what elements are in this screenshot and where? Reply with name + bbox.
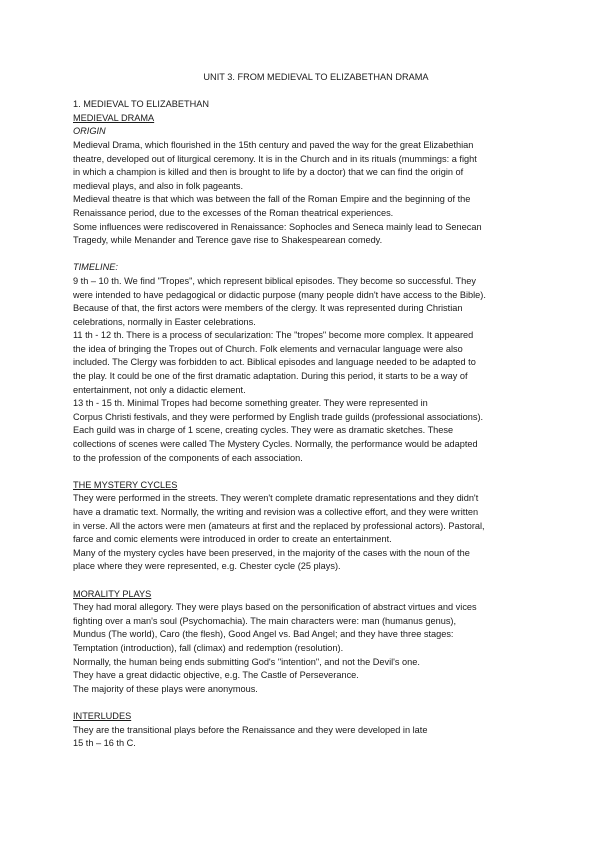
text-line: 9 th – 10 th. We find "Tropes", which represent biblical episodes. They become so successful. They	[73, 275, 476, 286]
block-heading: THE MYSTERY CYCLES	[73, 479, 178, 490]
text-line: Medieval Drama, which flourished in the 15th century and paved the way for the great Elizabethian	[73, 139, 474, 150]
text-line: Tragedy, while Menander and Terence gave rise to Shakespearean comedy.	[73, 235, 383, 246]
document-page	[73, 71, 543, 751]
text-line: They were performed in the streets. They weren't complete dramatic representations and they didn't	[73, 493, 479, 504]
block-heading: TIMELINE:	[73, 262, 118, 273]
document-title: UNIT 3. FROM MEDIEVAL TO ELIZABETHAN DRAMA	[203, 72, 429, 82]
text-line: Many of the mystery cycles have been preserved, in the majority of the cases with the noun of the	[73, 547, 470, 558]
text-line: Renaissance period, due to the excesses of the Roman theatrical experiences.	[73, 207, 394, 218]
text-line: They have a great didactic objective, e.g. The Castle of Perseverance.	[73, 670, 359, 681]
text-line: included. The Clergy was forbidden to act. Biblical episodes and language needed to be adapted to	[73, 357, 476, 368]
text-line: Mundus (The world), Caro (the flesh), Good Angel vs. Bad Angel; and they have three stages:	[73, 629, 454, 640]
block-heading: INTERLUDES	[73, 710, 132, 721]
section-origin	[73, 125, 543, 247]
text-line: They are the transitional plays before the Renaissance and they were developed in late	[73, 724, 428, 735]
text-line: Each guild was in charge of 1 scene, creating cycles. They were as dramatic sketches. These	[73, 425, 454, 436]
text-line: the play. It could be one of the first dramatic adaptation. During this period, it starts to be a way of	[73, 371, 468, 382]
text-line: They had moral allegory. They were plays based on the personification of abstract virtues and vices	[73, 602, 477, 613]
block-heading: ORIGIN	[73, 126, 106, 137]
text-line: Corpus Christi festivals, and they were performed by English trade guilds (professional associations).	[73, 411, 484, 422]
text-line: in verse. All the actors were men (amateurs at first and the replaced by professional actors). Pastoral,	[73, 520, 485, 531]
text-line: the idea of bringing the Tropes out of Church. Folk elements and vernacular language were also	[73, 343, 463, 354]
text-line: Medieval theatre is that which was between the fall of the Roman Empire and the beginning of the	[73, 194, 471, 205]
text-line: were intended to have pedagogical or didactic purpose (many people didn't have access to the Bible).	[73, 289, 486, 300]
section-timeline	[73, 248, 543, 466]
subsection-heading: MEDIEVAL DRAMA	[73, 112, 155, 123]
text-line: fighting over a man's soul (Psychomachia). The main characters were: man (humanus genus),	[73, 615, 457, 626]
text-line: The majority of these plays were anonymous.	[73, 683, 258, 694]
text-line: have a dramatic text. Normally, the writing and revision was a collective effort, and they were written	[73, 507, 479, 517]
spacer	[73, 574, 543, 588]
section-heading: 1. MEDIEVAL TO ELIZABETHAN	[73, 99, 209, 110]
section-morality-plays	[73, 574, 543, 696]
text-line: entertainment, not only a didactic element.	[73, 384, 246, 395]
text-line: place where they were represented, e.g. Chester cycle (25 plays).	[73, 561, 341, 572]
spacer	[73, 465, 543, 479]
text-line: Temptation (introduction), fall (climax) and redemption (resolution).	[73, 642, 344, 653]
spacer	[73, 85, 543, 99]
text-line: 13 th - 15 th. Minimal Tropes had become something greater. They were represented in	[73, 398, 428, 409]
text-line: farce and comic elements were introduced in order to create an entertainment.	[73, 534, 392, 545]
spacer	[73, 696, 543, 710]
text-line: Because of that, the first actors were members of the clergy. It was represented during Christian	[73, 303, 463, 314]
text-line: theatre, developed out of liturgical ceremony. It is in the Church and in its rituals (mummings: a fight	[73, 153, 477, 164]
text-line: 15 th – 16 th C.	[73, 738, 136, 749]
block-heading: MORALITY PLAYS	[73, 588, 152, 599]
text-line: medieval plays, and also in folk pageants.	[73, 180, 244, 191]
section-the-mystery-cycles	[73, 465, 543, 574]
text-line: in which a champion is killed and then is brought to life by a doctor) that we can find the origin of	[73, 167, 464, 178]
text-line: Some influences were rediscovered in Renaissance: Sophocles and Seneca mainly lead to Senecan	[73, 221, 482, 232]
text-line: collections of scenes were called The Mystery Cycles. Normally, the performance would be adapted	[73, 439, 478, 450]
text-line: Normally, the human being ends submitting God's "intention", and not the Devil's one.	[73, 656, 420, 667]
text-line: celebrations, normally in Easter celebrations.	[73, 316, 256, 327]
document-body	[73, 125, 543, 750]
section-interludes	[73, 696, 543, 750]
spacer	[73, 248, 543, 262]
text-line: 11 th - 12 th. There is a process of secularization: The "tropes" become more complex. It appeared	[73, 330, 474, 341]
text-line: to the profession of the components of each association.	[73, 452, 303, 463]
